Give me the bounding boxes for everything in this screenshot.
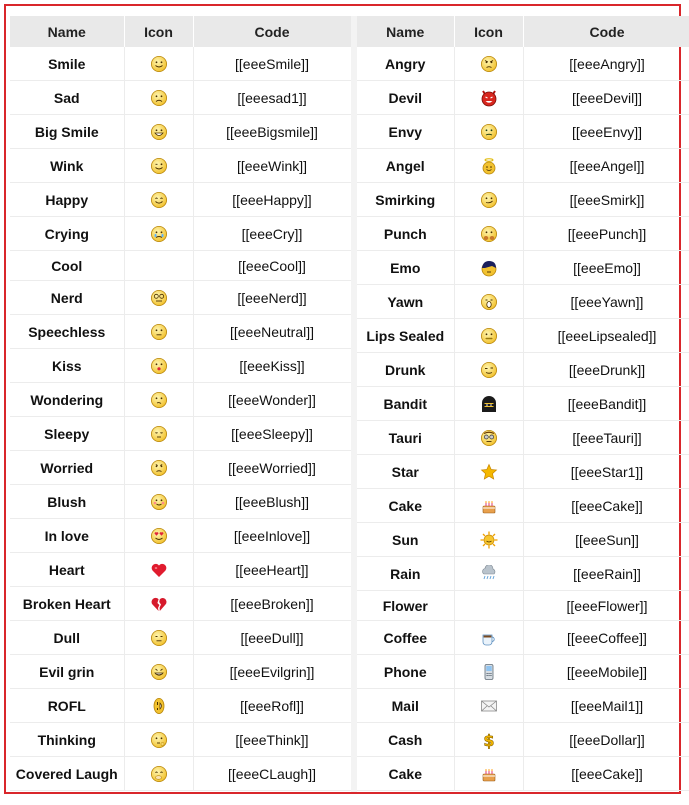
devil-icon <box>480 89 498 107</box>
header-code: Code <box>193 16 351 47</box>
header-name: Name <box>10 16 124 47</box>
table-row <box>10 349 351 383</box>
emoticon-code: [[eeeAngel]] <box>523 149 689 183</box>
emoticon-name: Coffee <box>357 621 454 655</box>
emoticon-code: [[eeeBandit]] <box>523 387 689 421</box>
table-row <box>357 183 689 217</box>
table-row <box>10 115 351 149</box>
table-header-row <box>357 16 689 47</box>
table-row <box>10 621 351 655</box>
table-row <box>10 485 351 519</box>
emoticon-name: Phone <box>357 655 454 689</box>
table-row <box>10 655 351 689</box>
table-row <box>10 689 351 723</box>
emoticon-name: Wondering <box>10 383 124 417</box>
table-row <box>10 519 351 553</box>
emoticon-icon-cell <box>454 319 523 353</box>
emoticon-icon-cell <box>454 387 523 421</box>
table-row <box>10 47 351 81</box>
dull-icon <box>150 629 168 647</box>
big-smile-icon <box>150 123 168 141</box>
emoticon-code: [[eeeWonder]] <box>193 383 351 417</box>
emoticon-icon-cell <box>454 47 523 81</box>
emoticon-code: [[eeesad1]] <box>193 81 351 115</box>
emoticon-code: [[eeeEmo]] <box>523 251 689 285</box>
emoticon-name: Lips Sealed <box>357 319 454 353</box>
emoticon-icon-cell <box>454 421 523 455</box>
table-body-right <box>357 47 689 791</box>
emoticon-code: [[eeeCake]] <box>523 757 689 791</box>
emoticon-code: [[eeeBlush]] <box>193 485 351 519</box>
emoticon-code: [[eeeDrunk]] <box>523 353 689 387</box>
sad-icon <box>150 89 168 107</box>
bandit-icon <box>480 395 498 413</box>
emoticon-icon-cell <box>124 281 193 315</box>
emoticon-icon-cell <box>124 451 193 485</box>
emoticon-code: [[eeeNeutral]] <box>193 315 351 349</box>
emoticon-code: [[eeeThink]] <box>193 723 351 757</box>
emoticon-name: Envy <box>357 115 454 149</box>
emoticon-name: Wink <box>10 149 124 183</box>
emoticon-code: [[eeeRain]] <box>523 557 689 591</box>
table-row <box>10 451 351 485</box>
emoticon-icon-cell <box>124 417 193 451</box>
emoticon-name: Smile <box>10 47 124 81</box>
phone-icon <box>480 663 498 681</box>
emoticon-icon-cell <box>454 591 523 621</box>
emoticon-name: Dull <box>10 621 124 655</box>
rain-icon <box>480 565 498 583</box>
covered-laugh-icon <box>150 765 168 783</box>
table-row <box>10 251 351 281</box>
happy-icon <box>150 191 168 209</box>
emoticon-code: [[eeeSun]] <box>523 523 689 557</box>
header-code: Code <box>523 16 689 47</box>
coffee-icon <box>480 629 498 647</box>
emoticon-code: [[eeeCool]] <box>193 251 351 281</box>
emoticon-code: [[eeeKiss]] <box>193 349 351 383</box>
emoticon-icon-cell <box>454 81 523 115</box>
emoticon-name: Speechless <box>10 315 124 349</box>
emoticon-code: [[eeeCry]] <box>193 217 351 251</box>
table-row <box>357 655 689 689</box>
emoticon-name: Angry <box>357 47 454 81</box>
emoticon-code: [[eeeMobile]] <box>523 655 689 689</box>
emo-icon <box>480 259 498 277</box>
emoticon-icon-cell <box>124 655 193 689</box>
emoticon-name: Star <box>357 455 454 489</box>
emoticon-name: Mail <box>357 689 454 723</box>
emoticon-code: [[eeeHappy]] <box>193 183 351 217</box>
emoticon-icon-cell <box>124 621 193 655</box>
emoticon-name: Blush <box>10 485 124 519</box>
kiss-icon <box>150 357 168 375</box>
evil-grin-icon <box>150 663 168 681</box>
emoticon-icon-cell <box>124 757 193 791</box>
emoticon-name: Thinking <box>10 723 124 757</box>
emoticon-icon-cell <box>454 285 523 319</box>
cake-icon <box>480 497 498 515</box>
emoticon-code: [[eeeBigsmile]] <box>193 115 351 149</box>
emoticon-name: Angel <box>357 149 454 183</box>
emoticon-code: [[eeeSmirk]] <box>523 183 689 217</box>
emoticon-code: [[eeeNerd]] <box>193 281 351 315</box>
emoticon-table-left <box>10 16 352 791</box>
emoticon-code: [[eeeSmile]] <box>193 47 351 81</box>
emoticon-table-frame <box>4 4 681 794</box>
emoticon-code: [[eeeYawn]] <box>523 285 689 319</box>
emoticon-icon-cell <box>124 81 193 115</box>
emoticon-icon-cell <box>124 689 193 723</box>
emoticon-icon-cell <box>454 353 523 387</box>
emoticon-icon-cell <box>124 115 193 149</box>
emoticon-name: Punch <box>357 217 454 251</box>
emoticon-name: Nerd <box>10 281 124 315</box>
header-icon: Icon <box>124 16 193 47</box>
emoticon-name: Covered Laugh <box>10 757 124 791</box>
punch-icon <box>480 225 498 243</box>
emoticon-icon-cell <box>454 757 523 791</box>
emoticon-name: Cake <box>357 757 454 791</box>
emoticon-code: [[eeeAngry]] <box>523 47 689 81</box>
table-row <box>10 315 351 349</box>
table-body-left <box>10 47 351 791</box>
cash-icon <box>480 731 498 749</box>
svg-text:$: $ <box>482 730 495 749</box>
emoticon-icon-cell <box>124 349 193 383</box>
angry-icon <box>480 55 498 73</box>
emoticon-name: Evil grin <box>10 655 124 689</box>
emoticon-code: [[eeeDull]] <box>193 621 351 655</box>
emoticon-code: [[eeePunch]] <box>523 217 689 251</box>
emoticon-icon-cell <box>454 149 523 183</box>
header-icon: Icon <box>454 16 523 47</box>
sun-icon <box>480 531 498 549</box>
header-name: Name <box>357 16 454 47</box>
table-row <box>357 455 689 489</box>
tauri-icon <box>480 429 498 447</box>
crying-icon <box>150 225 168 243</box>
table-row <box>10 553 351 587</box>
table-row <box>10 383 351 417</box>
emoticon-code: [[eeeTauri]] <box>523 421 689 455</box>
emoticon-name: Big Smile <box>10 115 124 149</box>
emoticon-code: [[eeeMail1]] <box>523 689 689 723</box>
table-row <box>357 757 689 791</box>
emoticon-code: [[eeeInlove]] <box>193 519 351 553</box>
emoticon-name: Yawn <box>357 285 454 319</box>
emoticon-code: [[eeeRofl]] <box>193 689 351 723</box>
wondering-icon <box>150 391 168 409</box>
emoticon-code: [[eeeEvilgrin]] <box>193 655 351 689</box>
emoticon-name: Sleepy <box>10 417 124 451</box>
table-row <box>357 689 689 723</box>
table-row <box>357 149 689 183</box>
mail-icon <box>480 697 498 715</box>
emoticon-icon-cell <box>454 183 523 217</box>
emoticon-icon-cell <box>454 455 523 489</box>
emoticon-code: [[eeeEnvy]] <box>523 115 689 149</box>
emoticon-icon-cell <box>454 115 523 149</box>
drunk-icon <box>480 361 498 379</box>
in-love-icon <box>150 527 168 545</box>
emoticon-icon-cell <box>454 557 523 591</box>
table-row <box>357 523 689 557</box>
emoticon-icon-cell <box>454 655 523 689</box>
emoticon-icon-cell <box>124 183 193 217</box>
table-row <box>357 421 689 455</box>
emoticon-icon-cell <box>124 383 193 417</box>
table-row <box>10 149 351 183</box>
table-row <box>10 217 351 251</box>
emoticon-code: [[eeeStar1]] <box>523 455 689 489</box>
emoticon-code: [[eeeDevil]] <box>523 81 689 115</box>
thinking-icon <box>150 731 168 749</box>
emoticon-name: Drunk <box>357 353 454 387</box>
emoticon-icon-cell <box>454 689 523 723</box>
table-row <box>357 217 689 251</box>
emoticon-name: Devil <box>357 81 454 115</box>
emoticon-name: Sad <box>10 81 124 115</box>
yawn-icon <box>480 293 498 311</box>
rofl-icon <box>150 697 168 715</box>
emoticon-icon-cell <box>124 519 193 553</box>
emoticon-code: [[eeeLipsealed]] <box>523 319 689 353</box>
blush-icon <box>150 493 168 511</box>
emoticon-code: [[eeeBroken]] <box>193 587 351 621</box>
table-row <box>10 281 351 315</box>
table-row <box>357 591 689 621</box>
emoticon-icon-cell <box>124 553 193 587</box>
emoticon-name: Crying <box>10 217 124 251</box>
emoticon-code: [[eeeCake]] <box>523 489 689 523</box>
emoticon-name: Bandit <box>357 387 454 421</box>
emoticon-name: Sun <box>357 523 454 557</box>
emoticon-name: Cool <box>10 251 124 281</box>
emoticon-icon-cell <box>454 251 523 285</box>
angel-icon <box>480 157 498 175</box>
emoticon-icon-cell <box>124 149 193 183</box>
table-row <box>10 587 351 621</box>
sleepy-icon <box>150 425 168 443</box>
heart-icon <box>150 561 168 579</box>
emoticon-code: [[eeeDollar]] <box>523 723 689 757</box>
smirking-icon <box>480 191 498 209</box>
emoticon-name: Happy <box>10 183 124 217</box>
emoticon-icon-cell <box>124 47 193 81</box>
emoticon-name: In love <box>10 519 124 553</box>
emoticon-name: Worried <box>10 451 124 485</box>
emoticon-name: Rain <box>357 557 454 591</box>
emoticon-name: Cake <box>357 489 454 523</box>
emoticon-icon-cell <box>454 489 523 523</box>
emoticon-icon-cell <box>124 315 193 349</box>
emoticon-icon-cell <box>454 723 523 757</box>
emoticon-code: [[eeeHeart]] <box>193 553 351 587</box>
emoticon-name: Smirking <box>357 183 454 217</box>
table-row <box>10 723 351 757</box>
emoticon-icon-cell <box>454 621 523 655</box>
table-row <box>357 557 689 591</box>
emoticon-code: [[eeeCLaugh]] <box>193 757 351 791</box>
emoticon-name: Broken Heart <box>10 587 124 621</box>
table-row <box>357 47 689 81</box>
lips-sealed-icon <box>480 327 498 345</box>
table-row <box>10 183 351 217</box>
table-header-row <box>10 16 351 47</box>
table-row <box>357 621 689 655</box>
emoticon-name: Emo <box>357 251 454 285</box>
emoticon-icon-cell <box>454 523 523 557</box>
envy-icon <box>480 123 498 141</box>
table-row <box>357 319 689 353</box>
emoticon-code: [[eeeCoffee]] <box>523 621 689 655</box>
table-row <box>10 417 351 451</box>
worried-icon <box>150 459 168 477</box>
emoticon-icon-cell <box>124 723 193 757</box>
table-row <box>357 387 689 421</box>
emoticon-name: Tauri <box>357 421 454 455</box>
emoticon-name: ROFL <box>10 689 124 723</box>
emoticon-code: [[eeeSleepy]] <box>193 417 351 451</box>
speechless-icon <box>150 323 168 341</box>
wink-icon <box>150 157 168 175</box>
table-row <box>10 757 351 791</box>
table-row <box>10 81 351 115</box>
nerd-icon <box>150 289 168 307</box>
table-row <box>357 81 689 115</box>
star-icon <box>480 463 498 481</box>
emoticon-name: Cash <box>357 723 454 757</box>
emoticon-icon-cell <box>454 217 523 251</box>
table-row <box>357 251 689 285</box>
emoticon-name: Kiss <box>10 349 124 383</box>
emoticon-code: [[eeeFlower]] <box>523 591 689 621</box>
emoticon-code: [[eeeWink]] <box>193 149 351 183</box>
table-row <box>357 723 689 757</box>
emoticon-icon-cell <box>124 251 193 281</box>
emoticon-icon-cell <box>124 485 193 519</box>
emoticon-icon-cell <box>124 587 193 621</box>
table-row <box>357 115 689 149</box>
emoticon-code: [[eeeWorried]] <box>193 451 351 485</box>
emoticon-table-right <box>357 16 689 791</box>
table-row <box>357 489 689 523</box>
smile-icon <box>150 55 168 73</box>
emoticon-name: Flower <box>357 591 454 621</box>
table-row <box>357 285 689 319</box>
table-row <box>357 353 689 387</box>
emoticon-name: Heart <box>10 553 124 587</box>
emoticon-icon-cell <box>124 217 193 251</box>
cake-icon <box>480 765 498 783</box>
broken-heart-icon <box>150 595 168 613</box>
